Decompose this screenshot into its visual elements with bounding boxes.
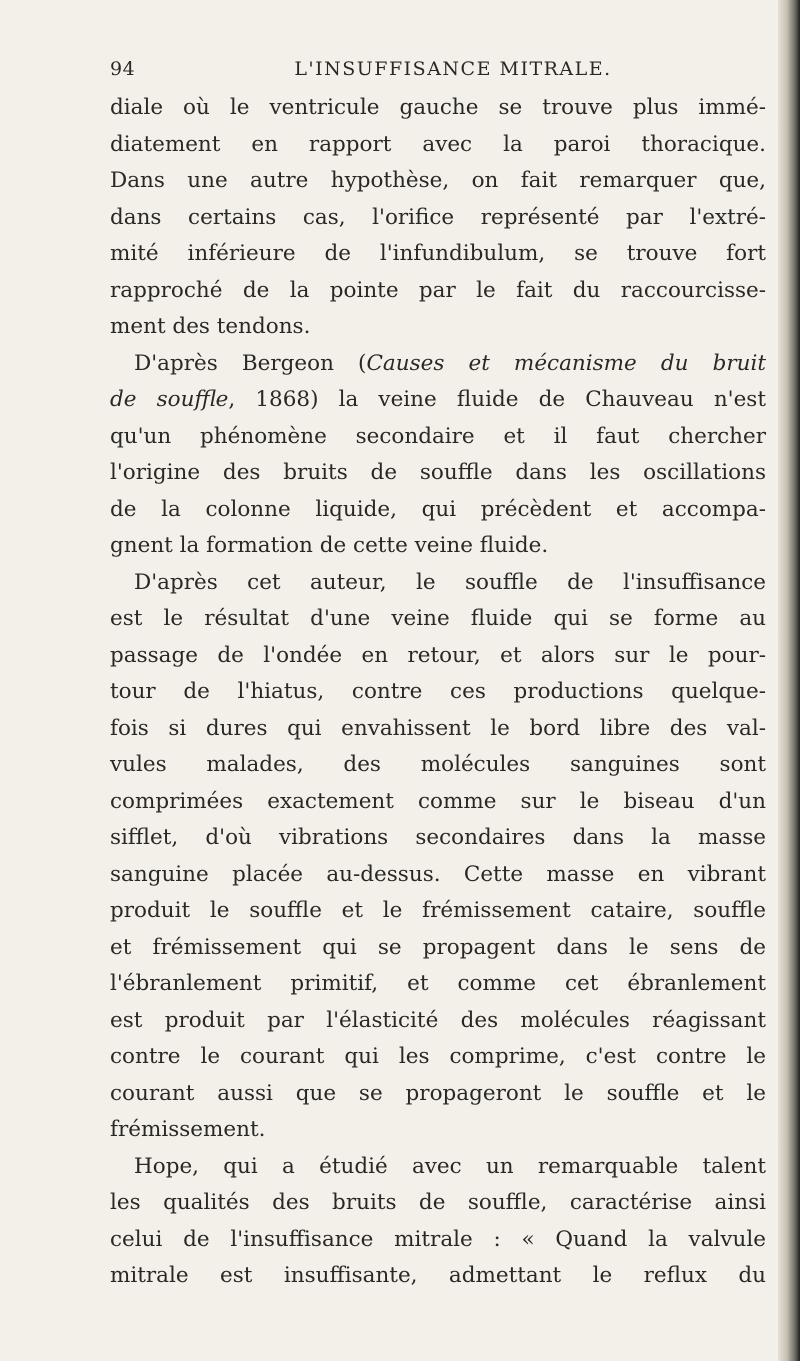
text-line: l'origine des bruits de souffle dans les oscillations [110,460,766,485]
citation-title: de souffle [110,387,229,412]
text-line: qu'un phénomène secondaire et il faut chercher [110,423,766,449]
page-header [110,58,766,88]
text-segment: D'après Bergeon ( [134,350,367,376]
text-line: celui de l'insuffisance mitrale : « Quand la valvule [110,1226,766,1252]
text-line: de la colonne liquide, qui précèdent et accompa- [110,496,766,522]
text-line [110,346,766,383]
text-line: tour de l'hiatus, contre ces productions quelque- [110,679,766,704]
text-line: produit le souffle et le frémissement cataire, souffle [110,898,766,923]
text-segment: , 1868) la veine fluide de Chauveau n'est [228,387,766,412]
running-title: L'INSUFFISANCE MITRALE. [294,58,612,80]
text-line: contre le courant qui les comprime, c'est contre le [110,1044,766,1069]
citation-title: Causes et mécanisme du bruit [366,350,766,376]
text-line: diatement en rapport avec la paroi thoracique. [110,131,766,157]
text-line: gnent la formation de cette veine fluide. [110,533,549,558]
page-number: 94 [110,58,136,80]
page-edge-shadow [778,0,800,1361]
body-text [110,90,766,1295]
text-line: est produit par l'élasticité des molécules réagissant [110,1007,766,1033]
text-line: dans certains cas, l'orifice représenté par l'extré- [110,204,766,230]
text-line: rapproché de la pointe par le fait du raccourcisse- [110,277,766,303]
text-line: courant aussi que se propageront le souffle et le [110,1080,766,1106]
text-line: passage de l'ondée en retour, et alors sur le pour- [110,642,766,668]
text-line: diale où le ventricule gauche se trouve plus immé- [110,95,766,120]
text-line: sanguine placée au-dessus. Cette masse en vibrant [110,861,766,887]
text-line: mité inférieure de l'infundibulum, se trouve fort [110,241,766,266]
text-line [110,382,766,419]
text-line: vules malades, des molécules sanguines sont [110,752,766,777]
text-line: Dans une autre hypothèse, on fait remarquer que, [110,168,766,193]
text-line: mitrale est insuffisante, admettant le reflux du [110,1263,766,1288]
text-line: ment des tendons. [110,314,311,339]
text-line: et frémissement qui se propagent dans le sens de [110,934,766,960]
text-line: sifflet, d'où vibrations secondaires dans la masse [110,825,766,850]
text-line: frémissement. [110,1117,266,1142]
text-line: D'après cet auteur, le souffle de l'insuffisance [134,569,766,595]
text-line: est le résultat d'une veine fluide qui se forme au [110,606,766,631]
text-line: comprimées exactement comme sur le biseau d'un [110,788,766,814]
text-line: les qualités des bruits de souffle, caractérise ainsi [110,1190,766,1215]
text-line: fois si dures qui envahissent le bord libre des val- [110,715,766,741]
text-line: Hope, qui a étudié avec un remarquable talent [134,1153,766,1179]
text-line: l'ébranlement primitif, et comme cet ébranlement [110,971,766,996]
